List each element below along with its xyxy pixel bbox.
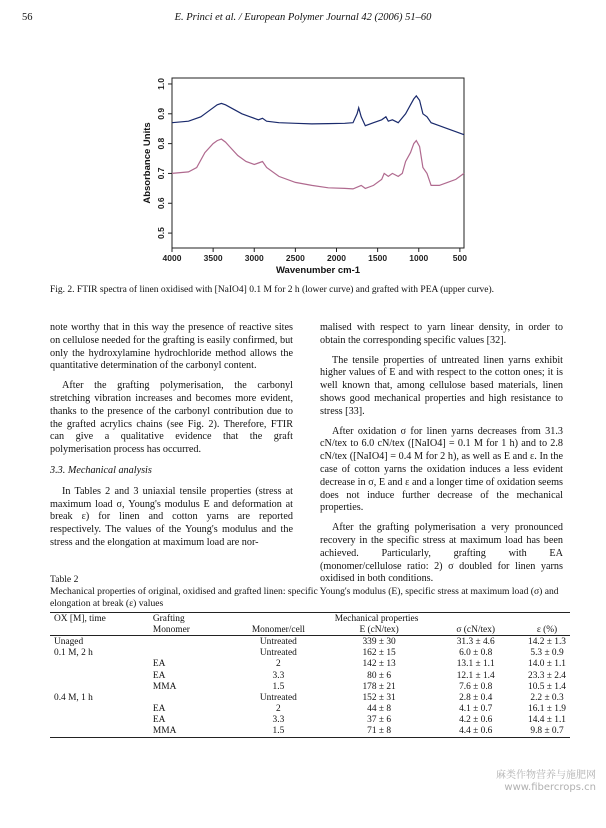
- x-tick-label: 3000: [244, 253, 264, 263]
- cell-E: 71 ± 8: [331, 726, 428, 738]
- x-tick-label: 3500: [203, 253, 223, 263]
- cell-ox: [50, 704, 149, 715]
- cell-E: 152 ± 31: [362, 692, 396, 703]
- cell-monomer: EA: [152, 715, 166, 726]
- table-row: [50, 648, 570, 659]
- cell-ox: 0.1 M, 2 h: [54, 648, 93, 659]
- cell-sigma: 4.1 ± 0.7: [459, 704, 493, 715]
- cell-sigma: 13.1 ± 1.1: [456, 659, 495, 670]
- y-tick-label: 0.8: [156, 137, 166, 150]
- table-caption-text: Mechanical properties of original, oxidised and grafted linen: specific Young's modulus (E), specific stress at maximum load (σ) and elongation at break (ε) values: [50, 586, 559, 609]
- cell-eps: 2.2 ± 0.3: [530, 692, 564, 703]
- cell-sigma: 4.2 ± 0.6: [459, 715, 493, 726]
- cell-monomer: EA: [152, 704, 166, 715]
- cell-E: 142 ± 13: [362, 659, 396, 670]
- header-E: E (cN/tex): [331, 624, 428, 636]
- header-sigma: σ (cN/tex): [427, 624, 524, 636]
- y-tick-label: 0.7: [156, 167, 166, 180]
- cell-ox: [50, 681, 149, 692]
- cell-sigma: 6.0 ± 0.8: [459, 648, 493, 659]
- figure-caption: Fig. 2. FTIR spectra of linen oxidised with [NaIO4] 0.1 M for 2 h (lower curve) and grafted with PEA (upper curve).: [50, 285, 495, 295]
- cell-monomer: [149, 692, 226, 703]
- watermark-line2: www.fibercrops.cn: [504, 782, 596, 793]
- x-tick-label: 1500: [368, 253, 388, 263]
- y-tick-label: 0.9: [156, 107, 166, 120]
- cell-eps: 16.1 ± 1.9: [528, 704, 566, 715]
- table-header-row: [50, 613, 570, 625]
- table-row: [50, 692, 570, 703]
- paragraph: In Tables 2 and 3 uniaxial tensile properties (stress at maximum load σ, Young's modulus E and deformation at break ε) for linen and cotton yarns are reported respectively. The values of the Young's modulus and the stress and the elongation at maximum load are nor-: [50, 485, 293, 548]
- x-tick-label: 4000: [162, 253, 182, 263]
- cell-ox: [50, 715, 149, 726]
- table-row: [50, 704, 570, 715]
- header-monomer: Monomer: [149, 624, 226, 636]
- cell-monomer: EA: [152, 670, 166, 681]
- cell-monomer-cell: Untreated: [259, 692, 297, 703]
- cell-E: 339 ± 30: [362, 636, 396, 647]
- cell-monomer-cell: 1.5: [272, 681, 285, 692]
- left-column: [50, 322, 293, 550]
- cell-eps: 23.3 ± 2.4: [528, 670, 566, 681]
- cell-monomer: MMA: [149, 726, 226, 738]
- header-monomer-cell: Monomer/cell: [226, 624, 331, 636]
- ftir-chart: [140, 60, 480, 290]
- cell-ox: [50, 670, 149, 681]
- table-subheader-row: [50, 624, 570, 636]
- upper-curve-line: [172, 96, 464, 135]
- cell-eps: 14.4 ± 1.1: [528, 715, 566, 726]
- paragraph: After the grafting polymerisation, the carbonyl stretching vibration increases and becomes more evident, thanks to the presence of the carbonyl contribution due to the grafted acrylics chains (see Fig. 2). Therefore, FTIR can give a qualitative evidence that the graft polymerisation process has occurred.: [50, 380, 293, 456]
- cell-monomer-cell: 3.3: [272, 670, 285, 681]
- cell-eps: 10.5 ± 1.4: [528, 681, 566, 692]
- cell-monomer: [149, 648, 226, 659]
- y-axis-label: Absorbance Units: [142, 122, 153, 204]
- cell-ox: 0.4 M, 1 h: [54, 692, 93, 703]
- cell-monomer: EA: [152, 659, 166, 670]
- cell-E: 178 ± 21: [362, 681, 396, 692]
- properties-table: [50, 612, 570, 738]
- cell-monomer-cell: 1.5: [226, 726, 331, 738]
- paragraph: The tensile properties of untreated linen yarns exhibit higher values of E and with respect to the cotton ones; it is well known that, among cellulose based materials, linen shows good mechanical properties and high resistance to stress [33].: [320, 354, 563, 417]
- cell-sigma: 7.6 ± 0.8: [459, 681, 493, 692]
- cell-eps: 14.0 ± 1.1: [528, 659, 566, 670]
- cell-monomer-cell: 2: [276, 659, 281, 670]
- cell-monomer-cell: Untreated: [259, 648, 297, 659]
- paragraph: note worthy that in this way the presence of reactive sites on cellulose needed for the grafting is easily confirmed, but only the hydroxylamine hydrochloride method allows the quantitative determination of the carbonyl content.: [50, 322, 293, 372]
- header-grafting: Grafting: [149, 613, 331, 625]
- cell-monomer: [149, 636, 226, 648]
- cell-E: 37 ± 6: [367, 715, 392, 726]
- x-tick-label: 1000: [409, 253, 429, 263]
- table-row: [50, 726, 570, 738]
- cell-eps: 5.3 ± 0.9: [530, 648, 564, 659]
- y-tick-label: 0.6: [156, 197, 166, 210]
- x-axis-label: Wavenumber cm-1: [275, 265, 361, 276]
- table-caption: [50, 574, 570, 610]
- cell-E: 162 ± 15: [362, 648, 396, 659]
- lower-curve-line: [172, 139, 464, 189]
- right-column: [320, 322, 563, 586]
- watermark: [496, 770, 596, 794]
- cell-sigma: 2.8 ± 0.4: [459, 692, 493, 703]
- header-ox: OX [M], time: [50, 613, 149, 625]
- ftir-figure: [140, 60, 480, 290]
- header-eps: ε (%): [524, 624, 570, 636]
- watermark-line1: 麻类作物营养与施肥网: [496, 770, 596, 781]
- x-tick-label: 2500: [285, 253, 305, 263]
- header-blank: [50, 624, 149, 636]
- section-heading: 3.3. Mechanical analysis: [50, 464, 152, 476]
- table-row: [50, 659, 570, 670]
- paragraph: After the grafting polymerisation a very pronounced recovery in the specific stress at maximum load has been achieved. Particularly, grafting with EA (monomer/cellulose ratio: 2) σ doubled for linen yarns oxidised in both conditions.: [320, 522, 563, 585]
- cell-monomer: MMA: [152, 681, 177, 692]
- table-row: [50, 670, 570, 681]
- header-mech: Mechanical properties: [331, 613, 570, 625]
- table-row: [50, 715, 570, 726]
- running-head: E. Princi et al. / European Polymer Journal 42 (2006) 51–60: [174, 12, 432, 23]
- cell-ox: [50, 726, 149, 738]
- paragraph: malised with respect to yarn linear density, in order to obtain the corresponding specific values [32].: [320, 322, 563, 346]
- table-row: [50, 681, 570, 692]
- cell-monomer-cell: 3.3: [272, 715, 285, 726]
- cell-sigma: 4.4 ± 0.6: [427, 726, 524, 738]
- cell-monomer-cell: 2: [276, 704, 281, 715]
- x-tick-label: 500: [452, 253, 467, 263]
- cell-sigma: 12.1 ± 1.4: [456, 670, 495, 681]
- cell-sigma: 31.3 ± 4.6: [456, 636, 495, 647]
- cell-eps: 9.8 ± 0.7: [524, 726, 570, 738]
- cell-monomer-cell: Untreated: [259, 636, 297, 647]
- x-tick-label: 2000: [327, 253, 346, 263]
- table-row: [50, 636, 570, 648]
- table-label: Table 2: [50, 574, 79, 585]
- cell-E: 44 ± 8: [367, 704, 392, 715]
- y-tick-label: 1.0: [156, 78, 166, 90]
- page-number: 56: [22, 12, 33, 23]
- y-tick-label: 0.5: [156, 227, 166, 240]
- cell-eps: 14.2 ± 1.3: [528, 636, 566, 647]
- cell-ox: Unaged: [54, 636, 84, 647]
- cell-E: 80 ± 6: [367, 670, 392, 681]
- cell-ox: [50, 659, 149, 670]
- paragraph: After oxidation σ for linen yarns decreases from 31.3 cN/tex to 6.0 cN/tex ([NaIO4] = 0.1 M for 1 h) and to 2.8 cN/tex ([NaIO4] = 0.4 M for 2 h), as well as E and ε. In the case of cotton yarns the oxidation induces a less evident decrease in σ, E and ε and a longer time of oxidation seems does not induce further decrease of the mechanical properties.: [320, 425, 563, 514]
